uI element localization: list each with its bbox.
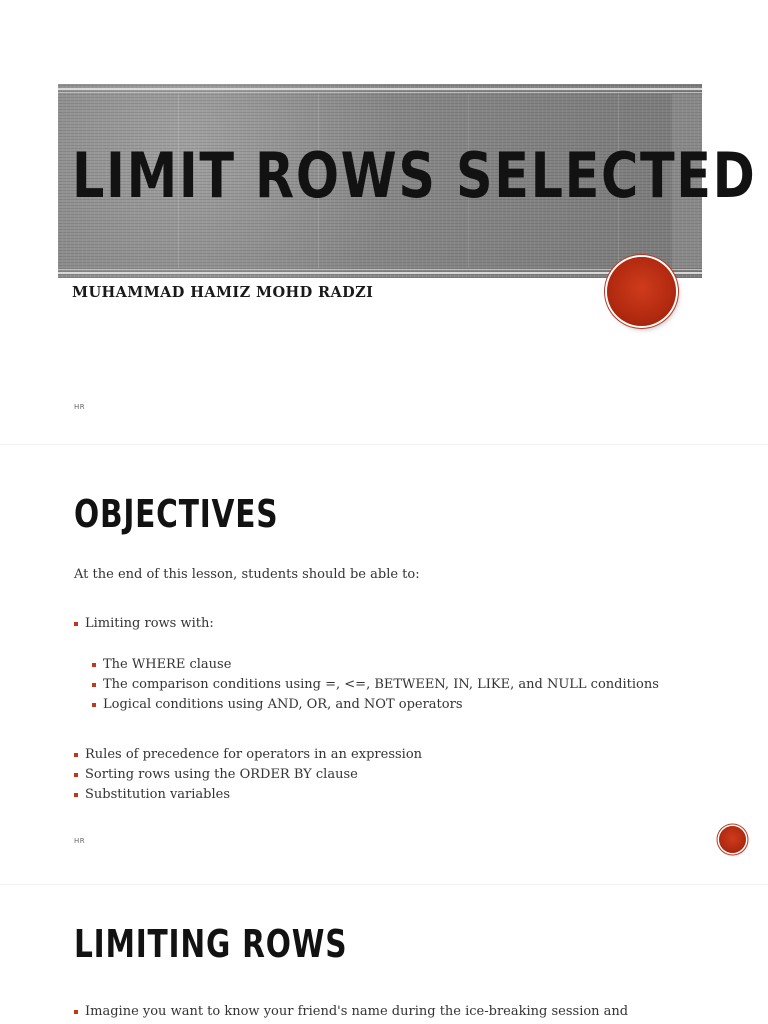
bullet-list	[74, 614, 214, 634]
bullet-list	[74, 745, 422, 805]
slide-divider	[0, 884, 768, 885]
band-line	[58, 269, 702, 270]
list-item: Rules of precedence for operators in an expression	[74, 745, 422, 765]
band-line	[58, 272, 702, 274]
band-line	[58, 92, 702, 93]
list-item: Logical conditions using AND, OR, and NOT operators	[92, 695, 659, 715]
title-slide	[0, 0, 768, 440]
intro-text: At the end of this lesson, students should be able to:	[74, 567, 420, 582]
section-title: LIMITING ROWS	[74, 922, 348, 966]
slide-footer: HR	[74, 403, 86, 411]
list-item: Sorting rows using the ORDER BY clause	[74, 765, 422, 785]
sub-bullet-list	[92, 655, 659, 715]
red-circle-ornament	[719, 826, 746, 853]
author-name: MUHAMMAD HAMIZ MOHD RADZI	[72, 284, 374, 301]
band-line	[58, 88, 702, 90]
page-title: LIMIT ROWS SELECTED	[72, 139, 757, 212]
list-item: Limiting rows with:	[74, 614, 214, 634]
bullet-list	[74, 1002, 705, 1022]
objectives-slide	[0, 448, 768, 884]
list-item: Substitution variables	[74, 785, 422, 805]
slide-divider	[0, 444, 768, 445]
list-item: The WHERE clause	[92, 655, 659, 675]
limiting-rows-slide	[0, 888, 768, 1024]
section-title: OBJECTIVES	[74, 492, 279, 536]
title-band	[58, 84, 757, 278]
list-item: The comparison conditions using =, <=, BETWEEN, IN, LIKE, and NULL conditions	[92, 675, 659, 695]
list-item: Imagine you want to know your friend's name during the ice-breaking session and	[74, 1002, 705, 1022]
red-circle-ornament	[607, 257, 676, 326]
slide-footer: HR	[74, 837, 86, 845]
